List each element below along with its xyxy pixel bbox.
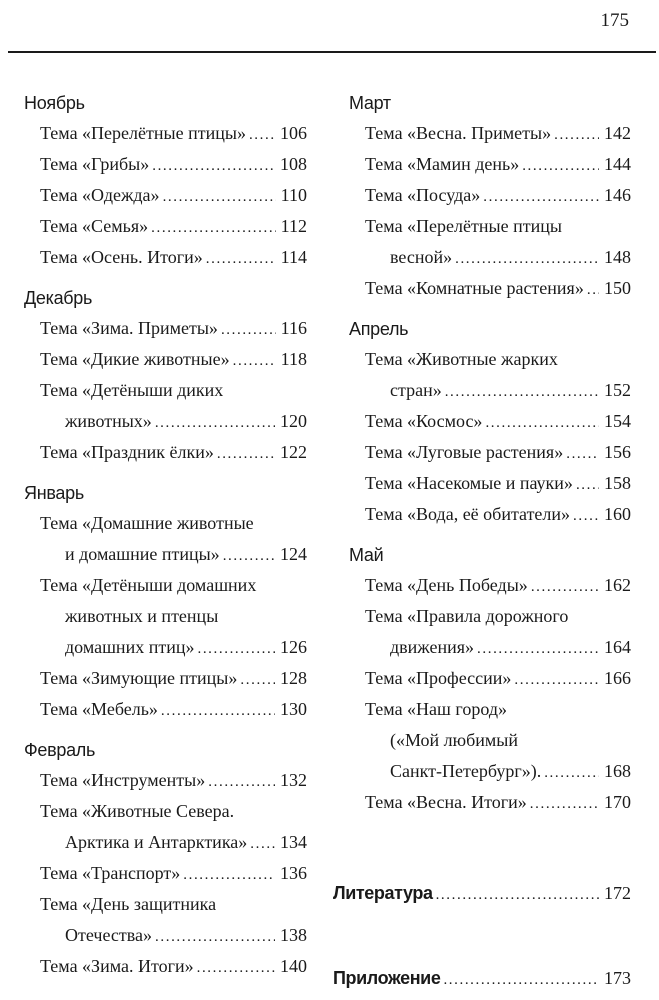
toc-entry-page: 106: [280, 123, 307, 143]
toc-entry-page: 126: [280, 637, 307, 657]
toc-entry-page: 170: [604, 792, 631, 812]
toc-entry-page: 132: [280, 770, 307, 790]
toc-entry[interactable]: [24, 951, 307, 982]
toc-entry[interactable]: [349, 273, 631, 304]
toc-entry-page: 148: [604, 247, 631, 267]
toc-entry[interactable]: [349, 406, 631, 437]
month-title: Март: [349, 93, 391, 113]
toc-entry[interactable]: [349, 694, 631, 787]
toc-left-column: [24, 88, 307, 992]
leader-dots: [250, 829, 275, 860]
toc-entry[interactable]: [24, 694, 307, 725]
toc-appendix[interactable]: [333, 963, 631, 994]
leader-dots: [445, 377, 599, 408]
toc-entry-text: Тема «Зима. Приметы»: [40, 318, 218, 338]
leader-dots: [455, 244, 599, 275]
leader-dots: [233, 346, 276, 377]
leader-dots: [208, 767, 275, 798]
toc-entry[interactable]: [349, 118, 631, 149]
month-section: [24, 478, 307, 725]
leader-dots: [530, 789, 599, 820]
toc-entry-text: и домашние птицы»: [65, 544, 220, 564]
leader-dots: [197, 953, 275, 984]
toc-entry[interactable]: [24, 796, 307, 858]
toc-entry-text: Тема «Транспорт»: [40, 863, 181, 883]
toc-entry-page: 138: [280, 925, 307, 945]
leader-dots: [206, 244, 276, 275]
leader-dots: [576, 470, 599, 501]
leader-dots: [573, 501, 599, 532]
toc-entry[interactable]: [24, 344, 307, 375]
month-section: [349, 540, 631, 818]
toc-entry-text: («Мой любимый: [390, 730, 519, 750]
leader-dots: [544, 758, 599, 789]
toc-entry-page: 154: [604, 411, 631, 431]
leader-dots: [152, 151, 275, 182]
toc-entry-page: 164: [604, 637, 631, 657]
toc-entry-page: 116: [280, 318, 307, 338]
toc-entry-page: 158: [604, 473, 631, 493]
toc-entry[interactable]: [24, 375, 307, 437]
leader-dots: [163, 182, 276, 213]
leader-dots: [155, 922, 275, 953]
toc-entry-text: Отечества»: [65, 925, 153, 945]
leader-dots: [483, 182, 599, 213]
toc-entry[interactable]: [349, 149, 631, 180]
month-title: Ноябрь: [24, 93, 85, 113]
toc-entry[interactable]: [349, 468, 631, 499]
toc-entry-text: Тема «Правила дорожного: [365, 606, 569, 626]
month-section: [349, 88, 631, 304]
leader-dots: [155, 408, 275, 439]
toc-entry-page: 156: [604, 442, 631, 462]
toc-entry-page: 160: [604, 504, 631, 524]
toc-entry[interactable]: [24, 570, 307, 663]
toc-entry-text: домашних птиц»: [65, 637, 195, 657]
toc-entry-page: 114: [280, 247, 307, 267]
toc-entry-text: Тема «Весна. Приметы»: [365, 123, 552, 143]
leader-dots: [197, 634, 275, 665]
toc-right-column: [349, 88, 631, 828]
toc-entry-text: Тема «Животные жарких: [365, 349, 558, 369]
toc-entry-page: 112: [280, 216, 307, 236]
toc-entry-page: 128: [280, 668, 307, 688]
toc-entry-text: Тема «Космос»: [365, 411, 483, 431]
toc-entry-text: Санкт-Петербург»).: [390, 761, 542, 781]
toc-entry[interactable]: [349, 211, 631, 273]
toc-entry-page: 146: [604, 185, 631, 205]
toc-entry-page: 122: [280, 442, 307, 462]
toc-entry-text: Тема «Посуда»: [365, 185, 481, 205]
leader-dots: [223, 541, 275, 572]
toc-literature-page: 172: [604, 883, 631, 903]
toc-entry-page: 124: [280, 544, 307, 564]
toc-entry-text: весной»: [390, 247, 453, 267]
toc-entry-page: 118: [280, 349, 307, 369]
toc-entry-page: 140: [280, 956, 307, 976]
toc-entry-page: 168: [604, 761, 631, 781]
toc-entry-text: Тема «День защитника: [40, 894, 217, 914]
toc-entry[interactable]: [349, 180, 631, 211]
toc-entry-page: 150: [604, 278, 631, 298]
toc-entry-text: Тема «Комнатные растения»: [365, 278, 584, 298]
toc-entry-text: Тема «Весна. Итоги»: [365, 792, 527, 812]
leader-dots: [221, 315, 276, 346]
toc-entry-text: стран»: [390, 380, 442, 400]
toc-entry[interactable]: [349, 787, 631, 818]
month-title: Апрель: [349, 319, 409, 339]
toc-entry-page: 142: [604, 123, 631, 143]
toc-entry-page: 108: [280, 154, 307, 174]
toc-entry-text: Тема «Мебель»: [40, 699, 158, 719]
toc-literature[interactable]: [333, 878, 631, 909]
toc-entry-text: Тема «Наш город»: [365, 699, 507, 719]
month-section: [24, 283, 307, 468]
leader-dots: [514, 665, 599, 696]
header-rule: [8, 51, 656, 53]
toc-entry-page: 152: [604, 380, 631, 400]
toc-appendix-page: 173: [604, 968, 631, 988]
toc-entry-text: Тема «Грибы»: [40, 154, 150, 174]
toc-entry-text: Тема «Детёныши домашних: [40, 575, 257, 595]
leader-dots: [587, 275, 599, 306]
toc-entry-text: Тема «Мамин день»: [365, 154, 520, 174]
month-section: [24, 735, 307, 982]
toc-entry[interactable]: [349, 663, 631, 694]
toc-entry[interactable]: [24, 508, 307, 570]
leader-dots: [249, 120, 275, 151]
toc-entry-text: Тема «Перелётные птицы: [365, 216, 562, 236]
toc-entry-text: Тема «Семья»: [40, 216, 149, 236]
toc-entry[interactable]: [24, 858, 307, 889]
toc-entry-text: Тема «Вода, её обитатели»: [365, 504, 571, 524]
toc-entry[interactable]: [24, 663, 307, 694]
leader-dots: [522, 151, 599, 182]
toc-entry-page: 120: [280, 411, 307, 431]
toc-entry-text: Тема «Насекомые и пауки»: [365, 473, 573, 493]
toc-entry[interactable]: [349, 601, 631, 663]
toc-entry-text: Тема «Зимующие птицы»: [40, 668, 238, 688]
toc-entry[interactable]: [24, 180, 307, 211]
toc-entry-text: Тема «Дикие животные»: [40, 349, 230, 369]
toc-entry-text: Тема «Праздник ёлки»: [40, 442, 214, 462]
toc-entry-text: Тема «Зима. Итоги»: [40, 956, 194, 976]
toc-entry[interactable]: [24, 437, 307, 468]
toc-entry-page: 134: [280, 832, 307, 852]
leader-dots: [240, 665, 275, 696]
toc-literature-label: Литература: [333, 883, 433, 903]
toc-entry[interactable]: [24, 889, 307, 951]
month-title: Февраль: [24, 740, 96, 760]
month-section: [349, 314, 631, 530]
toc-entry-text: животных»: [65, 411, 152, 431]
toc-appendix-label: Приложение: [333, 968, 441, 988]
leader-dots: [217, 439, 275, 470]
leader-dots: [183, 860, 275, 891]
toc-entry-page: 130: [280, 699, 307, 719]
toc-entry[interactable]: [349, 437, 631, 468]
toc-entry[interactable]: [24, 242, 307, 273]
toc-entry-text: Тема «Детёныши диких: [40, 380, 224, 400]
page-number: 175: [600, 10, 629, 31]
toc-entry-text: животных и птенцы: [65, 606, 219, 626]
leader-dots: [531, 572, 599, 603]
month-title: Январь: [24, 483, 84, 503]
toc-entry-text: Тема «День Победы»: [365, 575, 528, 595]
leader-dots: [151, 213, 276, 244]
toc-entry-page: 144: [604, 154, 631, 174]
month-title: Декабрь: [24, 288, 93, 308]
toc-entry-text: Тема «Перелётные птицы»: [40, 123, 246, 143]
leader-dots: [485, 408, 599, 439]
toc-entry[interactable]: [24, 118, 307, 149]
toc-entry-text: Тема «Инструменты»: [40, 770, 206, 790]
toc-entry-text: Арктика и Антарктика»: [65, 832, 248, 852]
toc-entry-text: Тема «Одежда»: [40, 185, 160, 205]
toc-entry-text: Тема «Животные Севера.: [40, 801, 235, 821]
leader-dots: [477, 634, 599, 665]
toc-entry-page: 166: [604, 668, 631, 688]
toc-entry[interactable]: [24, 211, 307, 242]
toc-entry[interactable]: [24, 149, 307, 180]
leader-dots: [554, 120, 599, 151]
month-section: [24, 88, 307, 273]
toc-entry-text: движения»: [390, 637, 475, 657]
toc-entry-text: Тема «Домашние животные: [40, 513, 254, 533]
toc-entry-page: 136: [280, 863, 307, 883]
toc-entry[interactable]: [349, 499, 631, 530]
toc-entry[interactable]: [24, 313, 307, 344]
toc-entry-page: 110: [280, 185, 307, 205]
toc-entry-page: 162: [604, 575, 631, 595]
month-title: Май: [349, 545, 384, 565]
leader-dots: [436, 880, 599, 911]
toc-entry-text: Тема «Профессии»: [365, 668, 512, 688]
toc-entry[interactable]: [24, 765, 307, 796]
toc-entry-text: Тема «Осень. Итоги»: [40, 247, 203, 267]
leader-dots: [161, 696, 275, 727]
toc-entry[interactable]: [349, 344, 631, 406]
leader-dots: [443, 965, 599, 996]
toc-entry-text: Тема «Луговые растения»: [365, 442, 564, 462]
leader-dots: [566, 439, 599, 470]
toc-entry[interactable]: [349, 570, 631, 601]
